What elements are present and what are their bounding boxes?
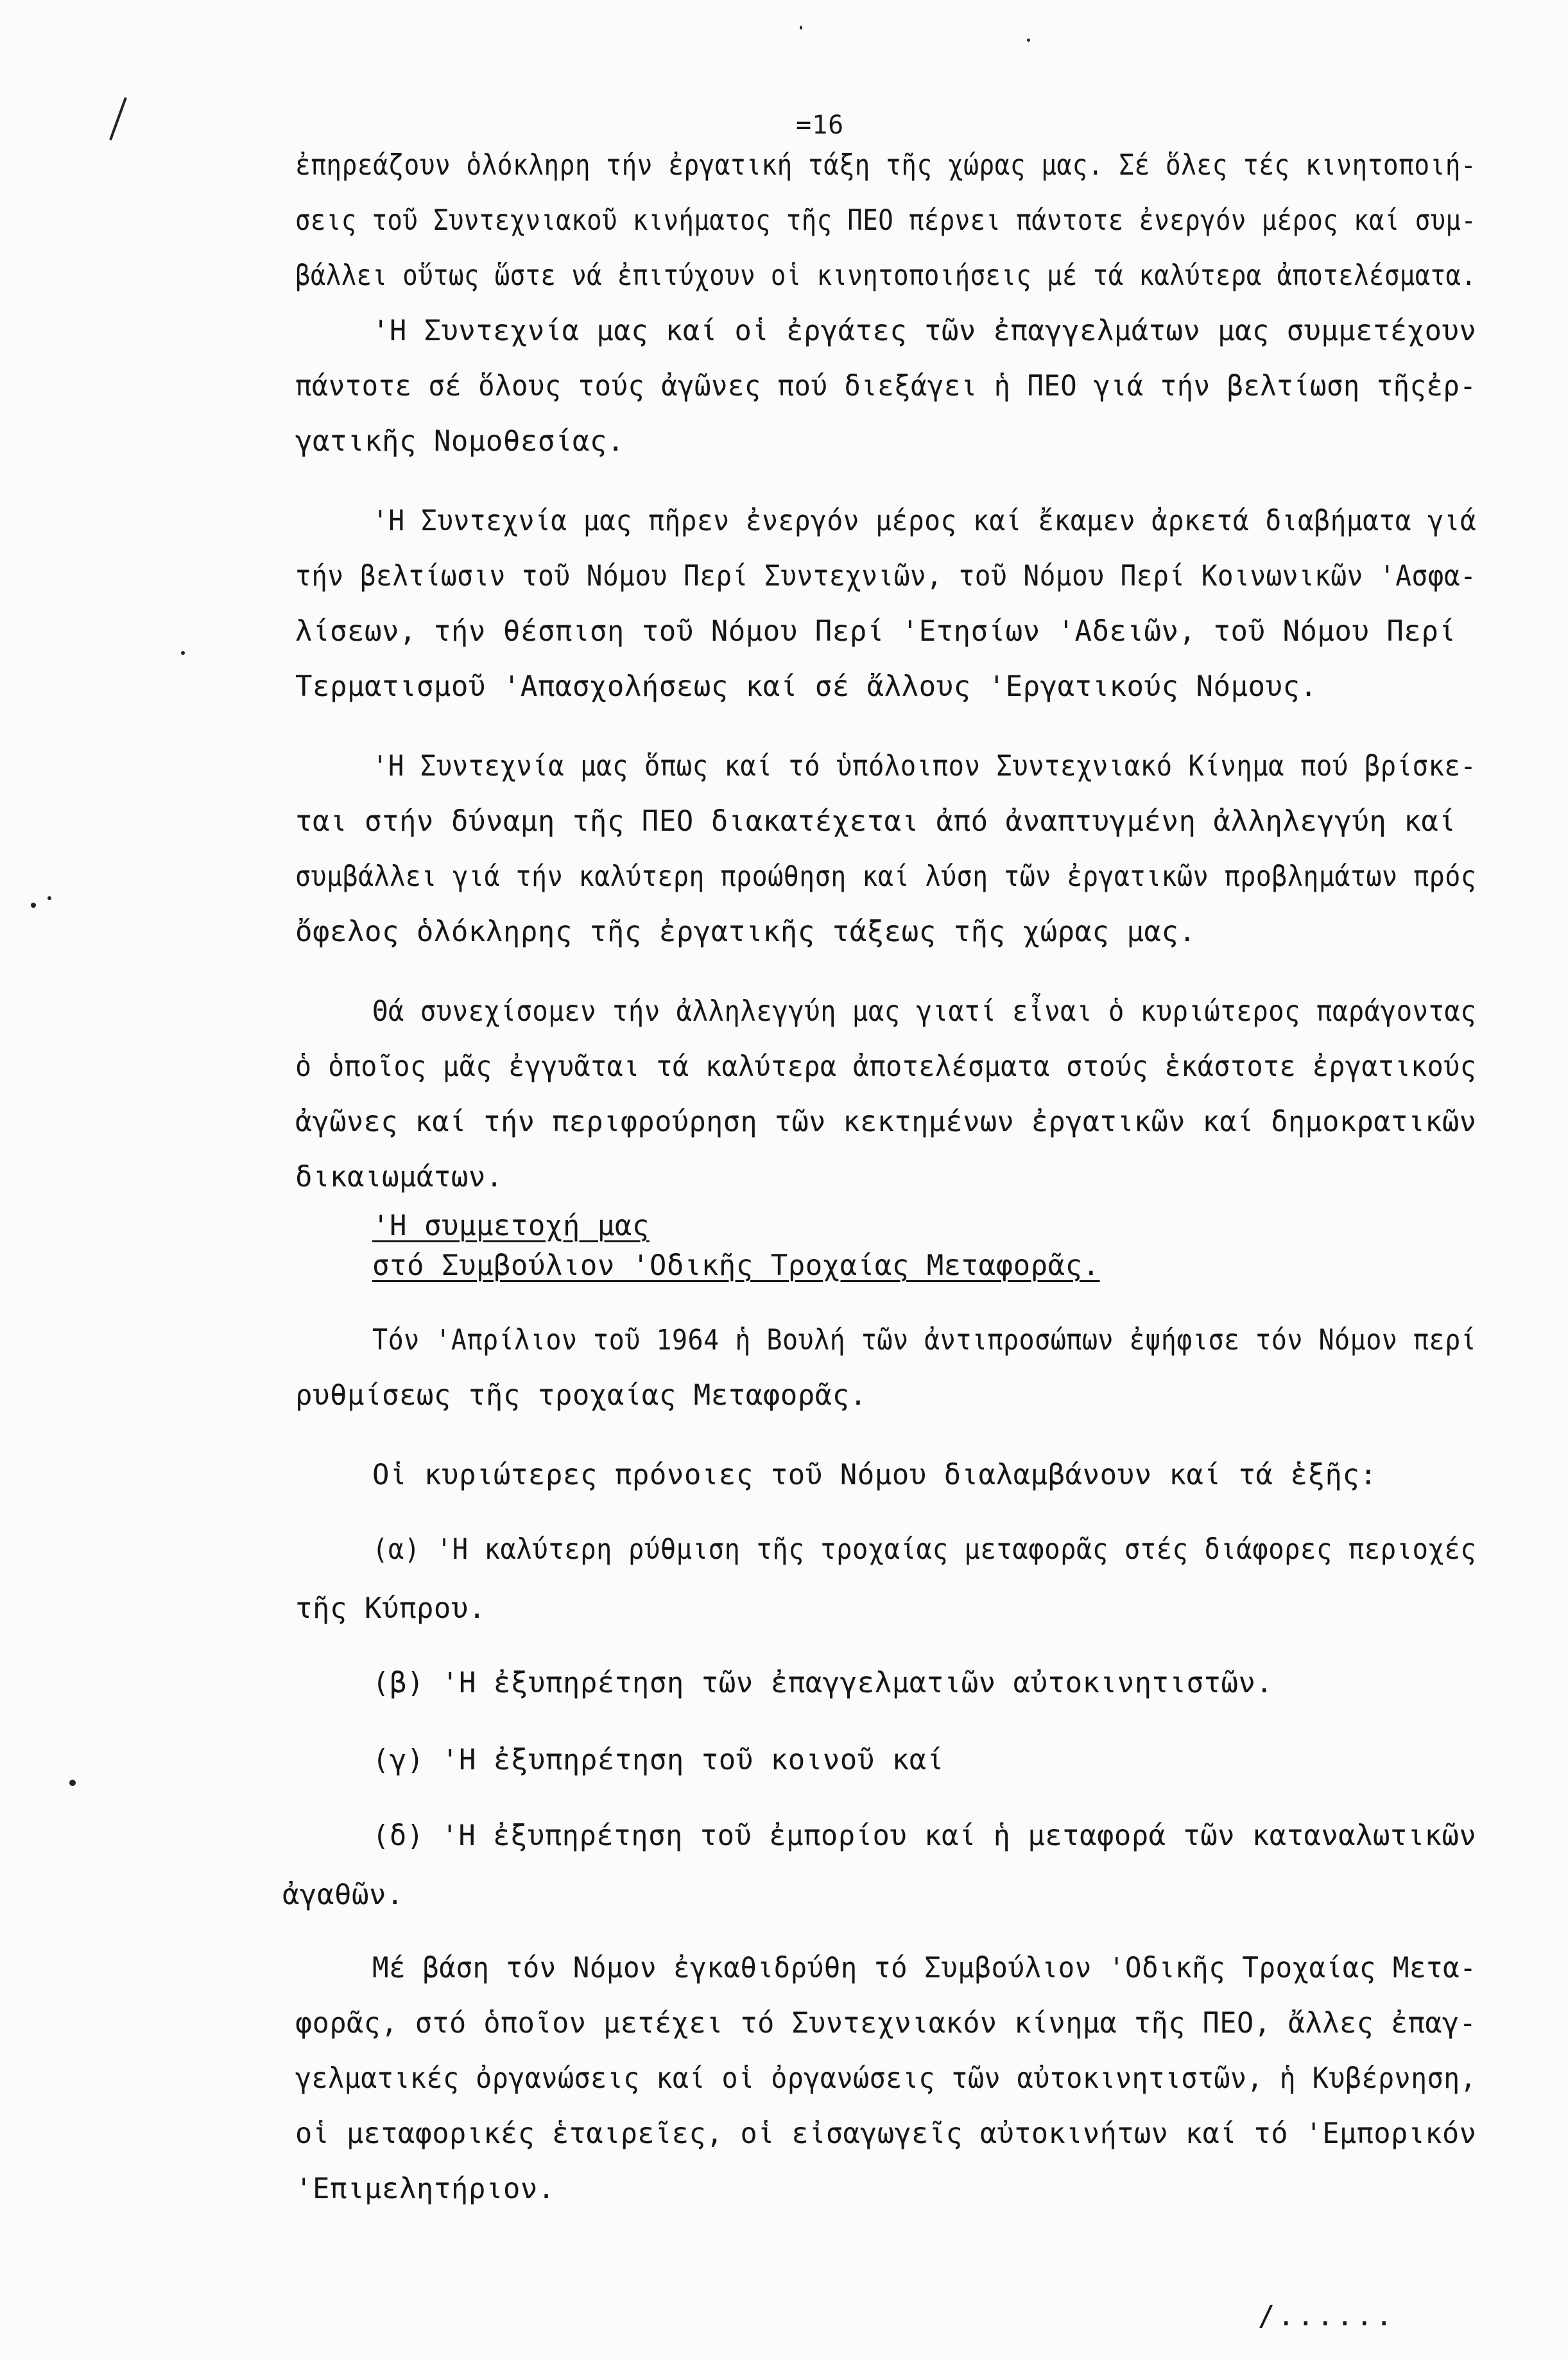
text-line: συμβάλλει γιά τήν καλύτερη προώθηση καί λύση τῶν ἐργατικῶν προβλημάτων πρός xyxy=(295,860,1477,893)
scan-speck xyxy=(47,896,51,900)
text-line: γελματικές ὀργανώσεις καί οἱ ὀργανώσεις τῶν αὐτοκινητιστῶν, ἡ Κυβέρνηση, xyxy=(295,2062,1477,2095)
text-line: βάλλει οὕτως ὥστε νά ἐπιτύχουν οἱ κινητοποιήσεις μέ τά καλύτερα ἀποτελέσματα. xyxy=(295,259,1477,292)
section-heading: στό Συμβούλιον 'Οδικῆς Τροχαίας Μεταφορᾶς. xyxy=(372,1249,1100,1282)
list-item: (β) 'Η ἐξυπηρέτηση τῶν ἐπαγγελματιῶν αὐτοκινητιστῶν. xyxy=(372,1667,1273,1699)
text-line: 'Η Συντεχνία μας ὅπως καί τό ὑπόλοιπον Συντεχνιακό Κίνημα πού βρίσκε- xyxy=(372,750,1477,783)
page-number: =16 xyxy=(796,110,845,140)
text-line: Τόν 'Απρίλιον τοῦ 1964 ἡ Βουλή τῶν ἀντιπροσώπων ἐψήφισε τόν Νόμον περί xyxy=(372,1324,1477,1357)
text-line: ται στήν δύναμη τῆς ΠΕΟ διακατέχεται ἀπό ἀναπτυγμένη ἀλληλεγγύη καί xyxy=(295,805,1456,838)
pen-mark xyxy=(109,97,127,140)
text-line: φορᾶς, στό ὁποῖον μετέχει τό Συντεχνιακόν κίνημα τῆς ΠΕΟ, ἄλλες ἐπαγ- xyxy=(295,2007,1477,2040)
text-line: Οἱ κυριώτερες πρόνοιες τοῦ Νόμου διαλαμβάνουν καί τά ἑξῆς: xyxy=(372,1459,1377,1491)
scan-speck xyxy=(1027,39,1030,42)
text-line: οἱ μεταφορικές ἑταιρεῖες, οἱ εἰσαγωγεῖς αὐτοκινήτων καί τό 'Εμπορικόν xyxy=(295,2117,1477,2150)
text-line: σεις τοῦ Συντεχνιακοῦ κινήματος τῆς ΠΕΟ πέρνει πάντοτε ἐνεργόν μέρος καί συμ- xyxy=(295,204,1477,237)
scan-speck xyxy=(69,1780,76,1786)
text-line: ἐπηρεάζουν ὁλόκληρη τήν ἐργατική τάξη τῆς χώρας μας. Σέ ὅλες τές κινητοποιή- xyxy=(295,149,1477,182)
text-line: ἀγαθῶν. xyxy=(282,1878,404,1911)
text-line: Θά συνεχίσομεν τήν ἀλληλεγγύη μας γιατί εἶναι ὁ κυριώτερος παράγοντας xyxy=(372,995,1477,1028)
scan-speck xyxy=(800,26,802,30)
list-item: (γ) 'Η ἐξυπηρέτηση τοῦ κοινοῦ καί xyxy=(372,1744,944,1776)
list-item: (α) 'Η καλύτερη ρύθμιση τῆς τροχαίας μεταφορᾶς στές διάφορες περιοχές xyxy=(372,1533,1477,1566)
text-line: ὄφελος ὁλόκληρης τῆς ἐργατικῆς τάξεως τῆς χώρας μας. xyxy=(295,915,1196,948)
scan-speck xyxy=(181,651,185,655)
text-line: γατικῆς Νομοθεσίας. xyxy=(295,425,625,458)
text-line: δικαιωμάτων. xyxy=(295,1161,503,1193)
text-line: 'Επιμελητήριον. xyxy=(295,2173,555,2205)
text-line: πάντοτε σέ ὅλους τούς ἀγῶνες πού διεξάγει ἡ ΠΕΟ γιά τήν βελτίωση τῆςἐρ- xyxy=(295,370,1477,403)
text-line: τήν βελτίωσιν τοῦ Νόμου Περί Συντεχνιῶν, τοῦ Νόμου Περί Κοινωνικῶν 'Ασφα- xyxy=(295,560,1477,593)
text-line: ρυθμίσεως τῆς τροχαίας Μεταφορᾶς. xyxy=(295,1379,867,1412)
text-line: τῆς Κύπρου. xyxy=(295,1592,486,1625)
text-line: ἀγῶνες καί τήν περιφρούρηση τῶν κεκτημένων ἐργατικῶν καί δημοκρατικῶν xyxy=(295,1106,1477,1138)
scan-speck xyxy=(31,903,36,908)
continuation-mark: /...... xyxy=(1258,2300,1395,2332)
text-line: 'Η Συντεχνία μας πῆρεν ἐνεργόν μέρος καί ἔκαμεν ἀρκετά διαβήματα γιά xyxy=(372,505,1477,537)
section-heading: 'Η συμμετοχή μας xyxy=(372,1210,650,1242)
text-line: 'Η Συντεχνία μας καί οἱ ἐργάτες τῶν ἐπαγγελμάτων μας συμμετέχουν xyxy=(372,315,1477,347)
text-line: λίσεων, τήν θέσπιση τοῦ Νόμου Περί 'Ετησίων 'Αδειῶν, τοῦ Νόμου Περί xyxy=(295,615,1456,648)
text-line: Τερματισμοῦ 'Απασχολήσεως καί σέ ἄλλους 'Εργατικούς Νόμους. xyxy=(295,670,1318,703)
list-item: (δ) 'Η ἐξυπηρέτηση τοῦ ἐμπορίου καί ἡ μεταφορά τῶν καταναλωτικῶν xyxy=(372,1819,1477,1852)
text-line: Μέ βάση τόν Νόμον ἐγκαθιδρύθη τό Συμβούλιον 'Οδικῆς Τροχαίας Μετα- xyxy=(372,1952,1477,1984)
text-line: ὁ ὁποῖος μᾶς ἐγγυᾶται τά καλύτερα ἀποτελέσματα στούς ἑκάστοτε ἐργατικούς xyxy=(295,1050,1477,1083)
